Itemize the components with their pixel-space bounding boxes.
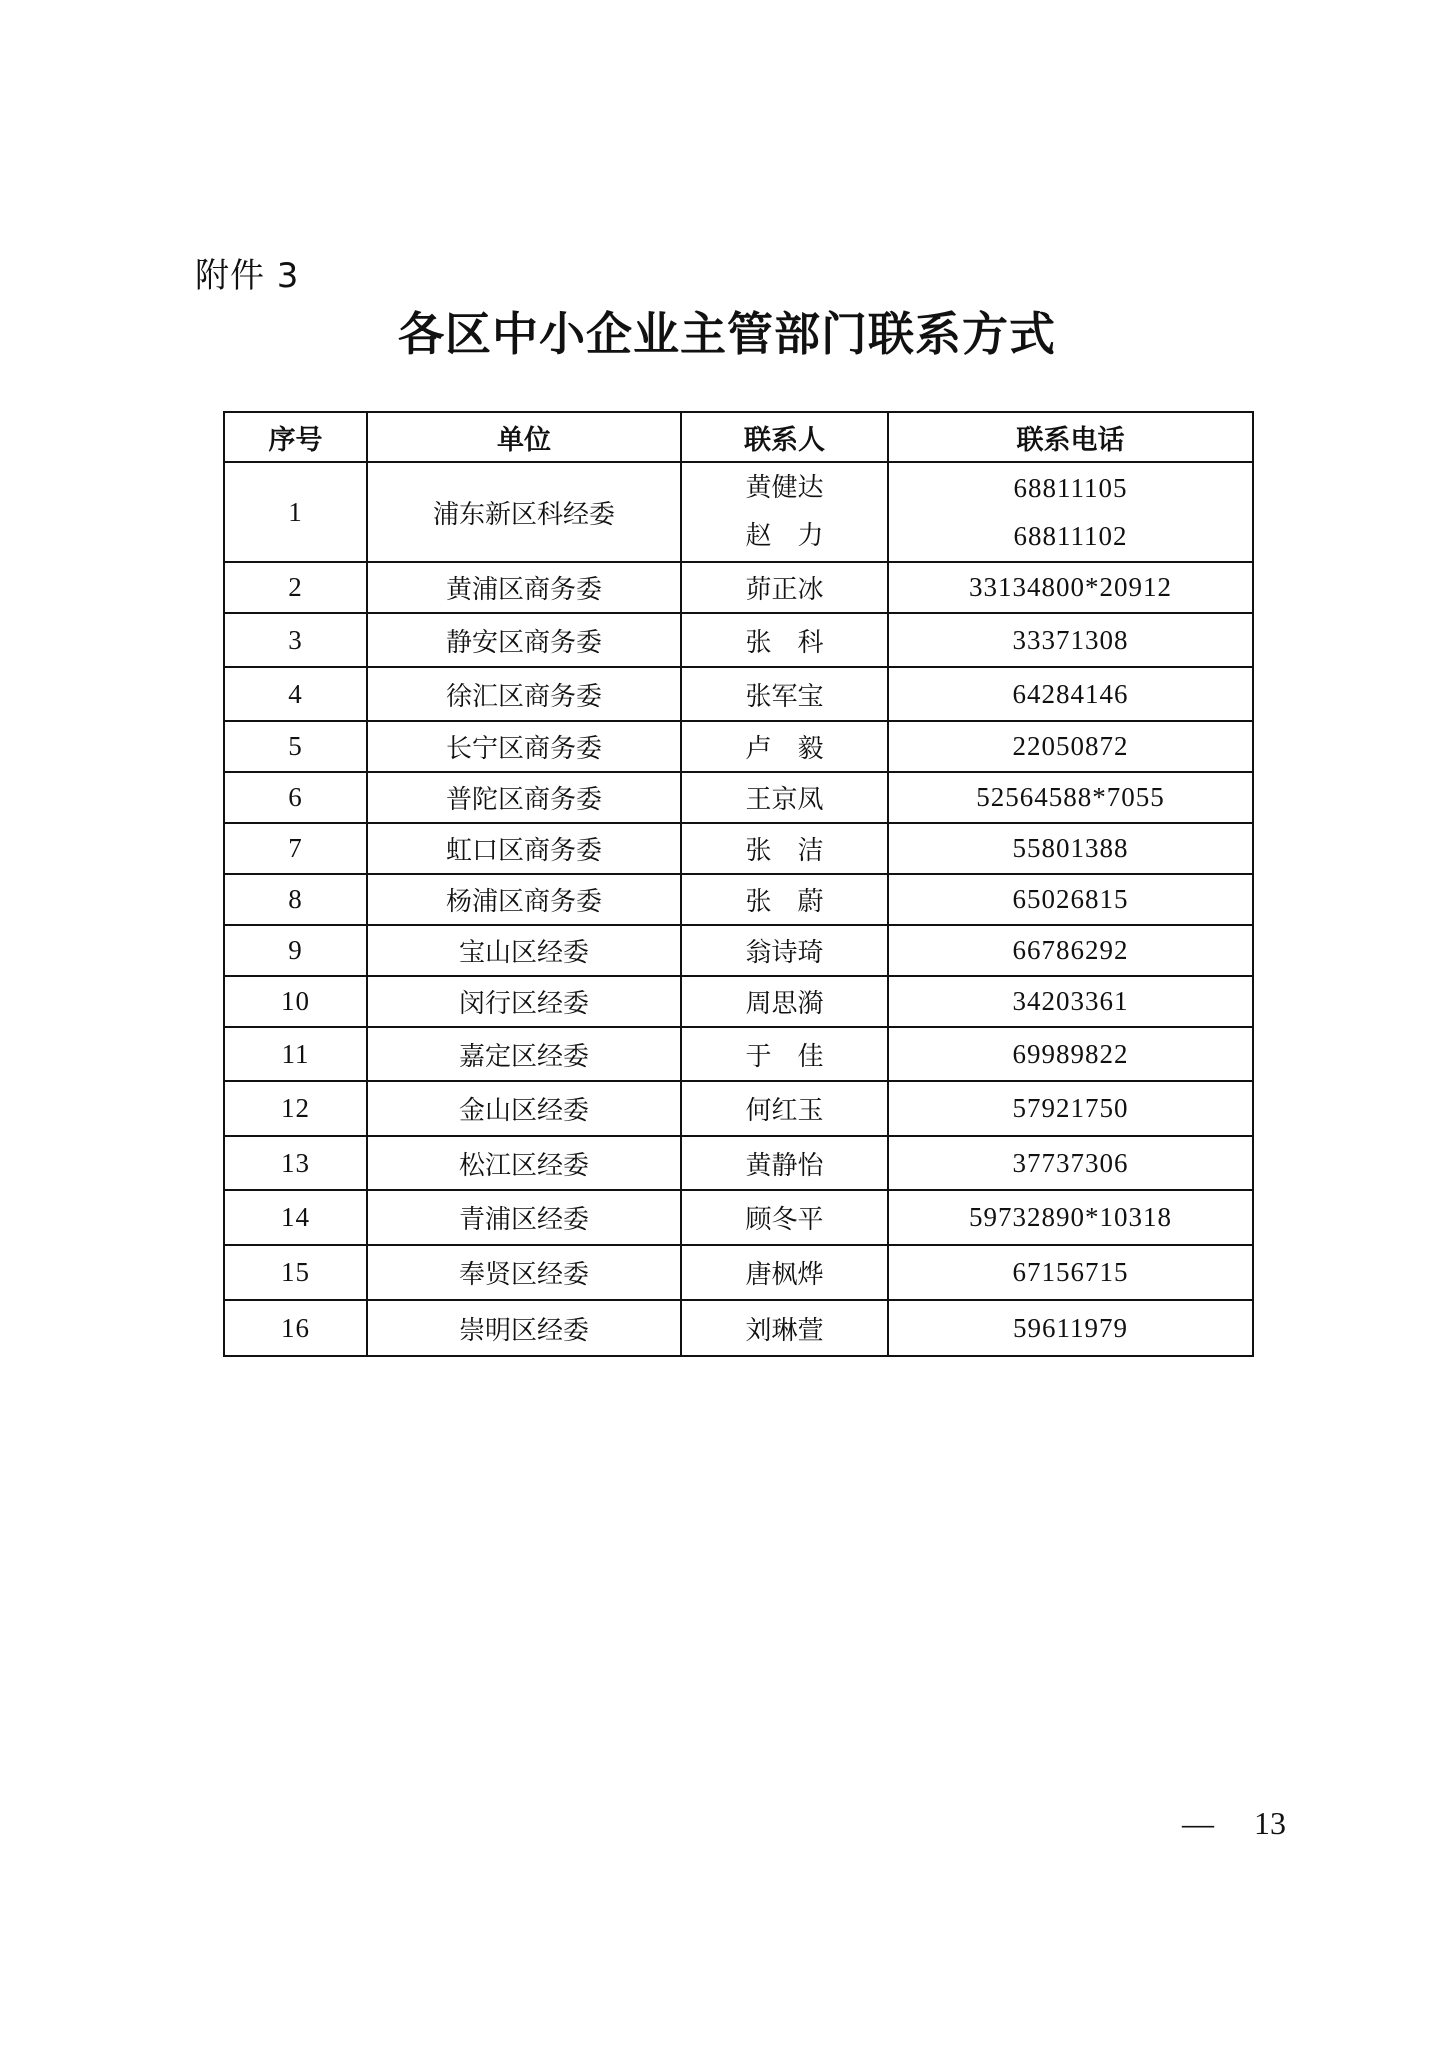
row-seq: 6 <box>224 772 367 823</box>
row-seq: 12 <box>224 1081 367 1136</box>
table-row <box>224 1081 1253 1136</box>
page-footer <box>1182 1805 1286 1842</box>
table-row <box>224 1136 1253 1190</box>
row-phone: 59611979 <box>888 1300 1253 1356</box>
row-unit: 静安区商务委 <box>367 613 681 667</box>
row-phone: 57921750 <box>888 1081 1253 1136</box>
row-seq: 13 <box>224 1136 367 1190</box>
row-unit: 青浦区经委 <box>367 1190 681 1245</box>
row-seq: 16 <box>224 1300 367 1356</box>
row-phone: 69989822 <box>888 1027 1253 1081</box>
row-contact: 张 蔚 <box>681 874 888 925</box>
row-seq: 3 <box>224 613 367 667</box>
table-row <box>224 772 1253 823</box>
page-dash: — <box>1182 1805 1214 1841</box>
row-contact: 黄静怡 <box>681 1136 888 1190</box>
row-contact: 张 洁 <box>681 823 888 874</box>
row-unit: 长宁区商务委 <box>367 721 681 772</box>
row-seq: 9 <box>224 925 367 976</box>
table-row <box>224 721 1253 772</box>
row-phone: 67156715 <box>888 1245 1253 1300</box>
row-seq: 7 <box>224 823 367 874</box>
page-number: 13 <box>1254 1805 1286 1841</box>
row-contact: 刘琳萱 <box>681 1300 888 1356</box>
row-contact: 王京凤 <box>681 772 888 823</box>
row-seq: 5 <box>224 721 367 772</box>
row-unit: 嘉定区经委 <box>367 1027 681 1081</box>
row-contact: 翁诗琦 <box>681 925 888 976</box>
table-row <box>224 667 1253 721</box>
row-phone: 22050872 <box>888 721 1253 772</box>
table-row <box>224 874 1253 925</box>
row-unit: 虹口区商务委 <box>367 823 681 874</box>
row-contact <box>681 462 888 562</box>
row-unit: 黄浦区商务委 <box>367 562 681 613</box>
row-phone: 34203361 <box>888 976 1253 1027</box>
row-unit: 崇明区经委 <box>367 1300 681 1356</box>
table-row <box>224 1190 1253 1245</box>
table-row <box>224 462 1253 562</box>
row-unit: 普陀区商务委 <box>367 772 681 823</box>
table-row <box>224 613 1253 667</box>
table-row <box>224 1245 1253 1300</box>
row-contact: 周思漪 <box>681 976 888 1027</box>
row-phone: 59732890*10318 <box>888 1190 1253 1245</box>
row-seq: 10 <box>224 976 367 1027</box>
header-phone: 联系电话 <box>888 412 1253 462</box>
row-unit: 松江区经委 <box>367 1136 681 1190</box>
row-unit: 杨浦区商务委 <box>367 874 681 925</box>
table-row <box>224 823 1253 874</box>
row-phone: 52564588*7055 <box>888 772 1253 823</box>
row-seq: 2 <box>224 562 367 613</box>
row-phone: 37737306 <box>888 1136 1253 1190</box>
row-contact: 卢 毅 <box>681 721 888 772</box>
row-phone: 66786292 <box>888 925 1253 976</box>
row-unit: 闵行区经委 <box>367 976 681 1027</box>
row-seq: 4 <box>224 667 367 721</box>
row-contact: 何红玉 <box>681 1081 888 1136</box>
row-phone-1: 68811105 <box>1013 473 1128 503</box>
header-unit: 单位 <box>367 412 681 462</box>
row-phone: 33371308 <box>888 613 1253 667</box>
row-contact: 张军宝 <box>681 667 888 721</box>
row-contact: 顾冬平 <box>681 1190 888 1245</box>
row-unit: 金山区经委 <box>367 1081 681 1136</box>
table-row <box>224 925 1253 976</box>
row-phone <box>888 462 1253 562</box>
row-unit: 宝山区经委 <box>367 925 681 976</box>
row-seq: 11 <box>224 1027 367 1081</box>
row-seq: 15 <box>224 1245 367 1300</box>
row-unit: 奉贤区经委 <box>367 1245 681 1300</box>
row-contact: 茆正冰 <box>681 562 888 613</box>
row-contact: 唐枫烨 <box>681 1245 888 1300</box>
row-contact: 张 科 <box>681 613 888 667</box>
row-contact: 于 佳 <box>681 1027 888 1081</box>
row-phone: 33134800*20912 <box>888 562 1253 613</box>
row-contact-1: 黄健达 <box>745 473 824 503</box>
header-contact: 联系人 <box>681 412 888 462</box>
page-title: 各区中小企业主管部门联系方式 <box>398 307 1056 361</box>
header-seq: 序号 <box>224 412 367 462</box>
table-row <box>224 1027 1253 1081</box>
contacts-table <box>223 411 1254 1357</box>
row-phone: 64284146 <box>888 667 1253 721</box>
table-row <box>224 562 1253 613</box>
row-seq: 1 <box>224 462 367 562</box>
attachment-label: 附件 3 <box>195 256 300 296</box>
row-phone: 65026815 <box>888 874 1253 925</box>
table-header-row <box>224 412 1253 462</box>
table-row <box>224 976 1253 1027</box>
row-unit: 浦东新区科经委 <box>367 462 681 562</box>
row-phone: 55801388 <box>888 823 1253 874</box>
row-seq: 8 <box>224 874 367 925</box>
row-unit: 徐汇区商务委 <box>367 667 681 721</box>
row-contact-2: 赵 力 <box>745 521 824 551</box>
table-row <box>224 1300 1253 1356</box>
row-seq: 14 <box>224 1190 367 1245</box>
row-phone-2: 68811102 <box>1013 521 1128 551</box>
